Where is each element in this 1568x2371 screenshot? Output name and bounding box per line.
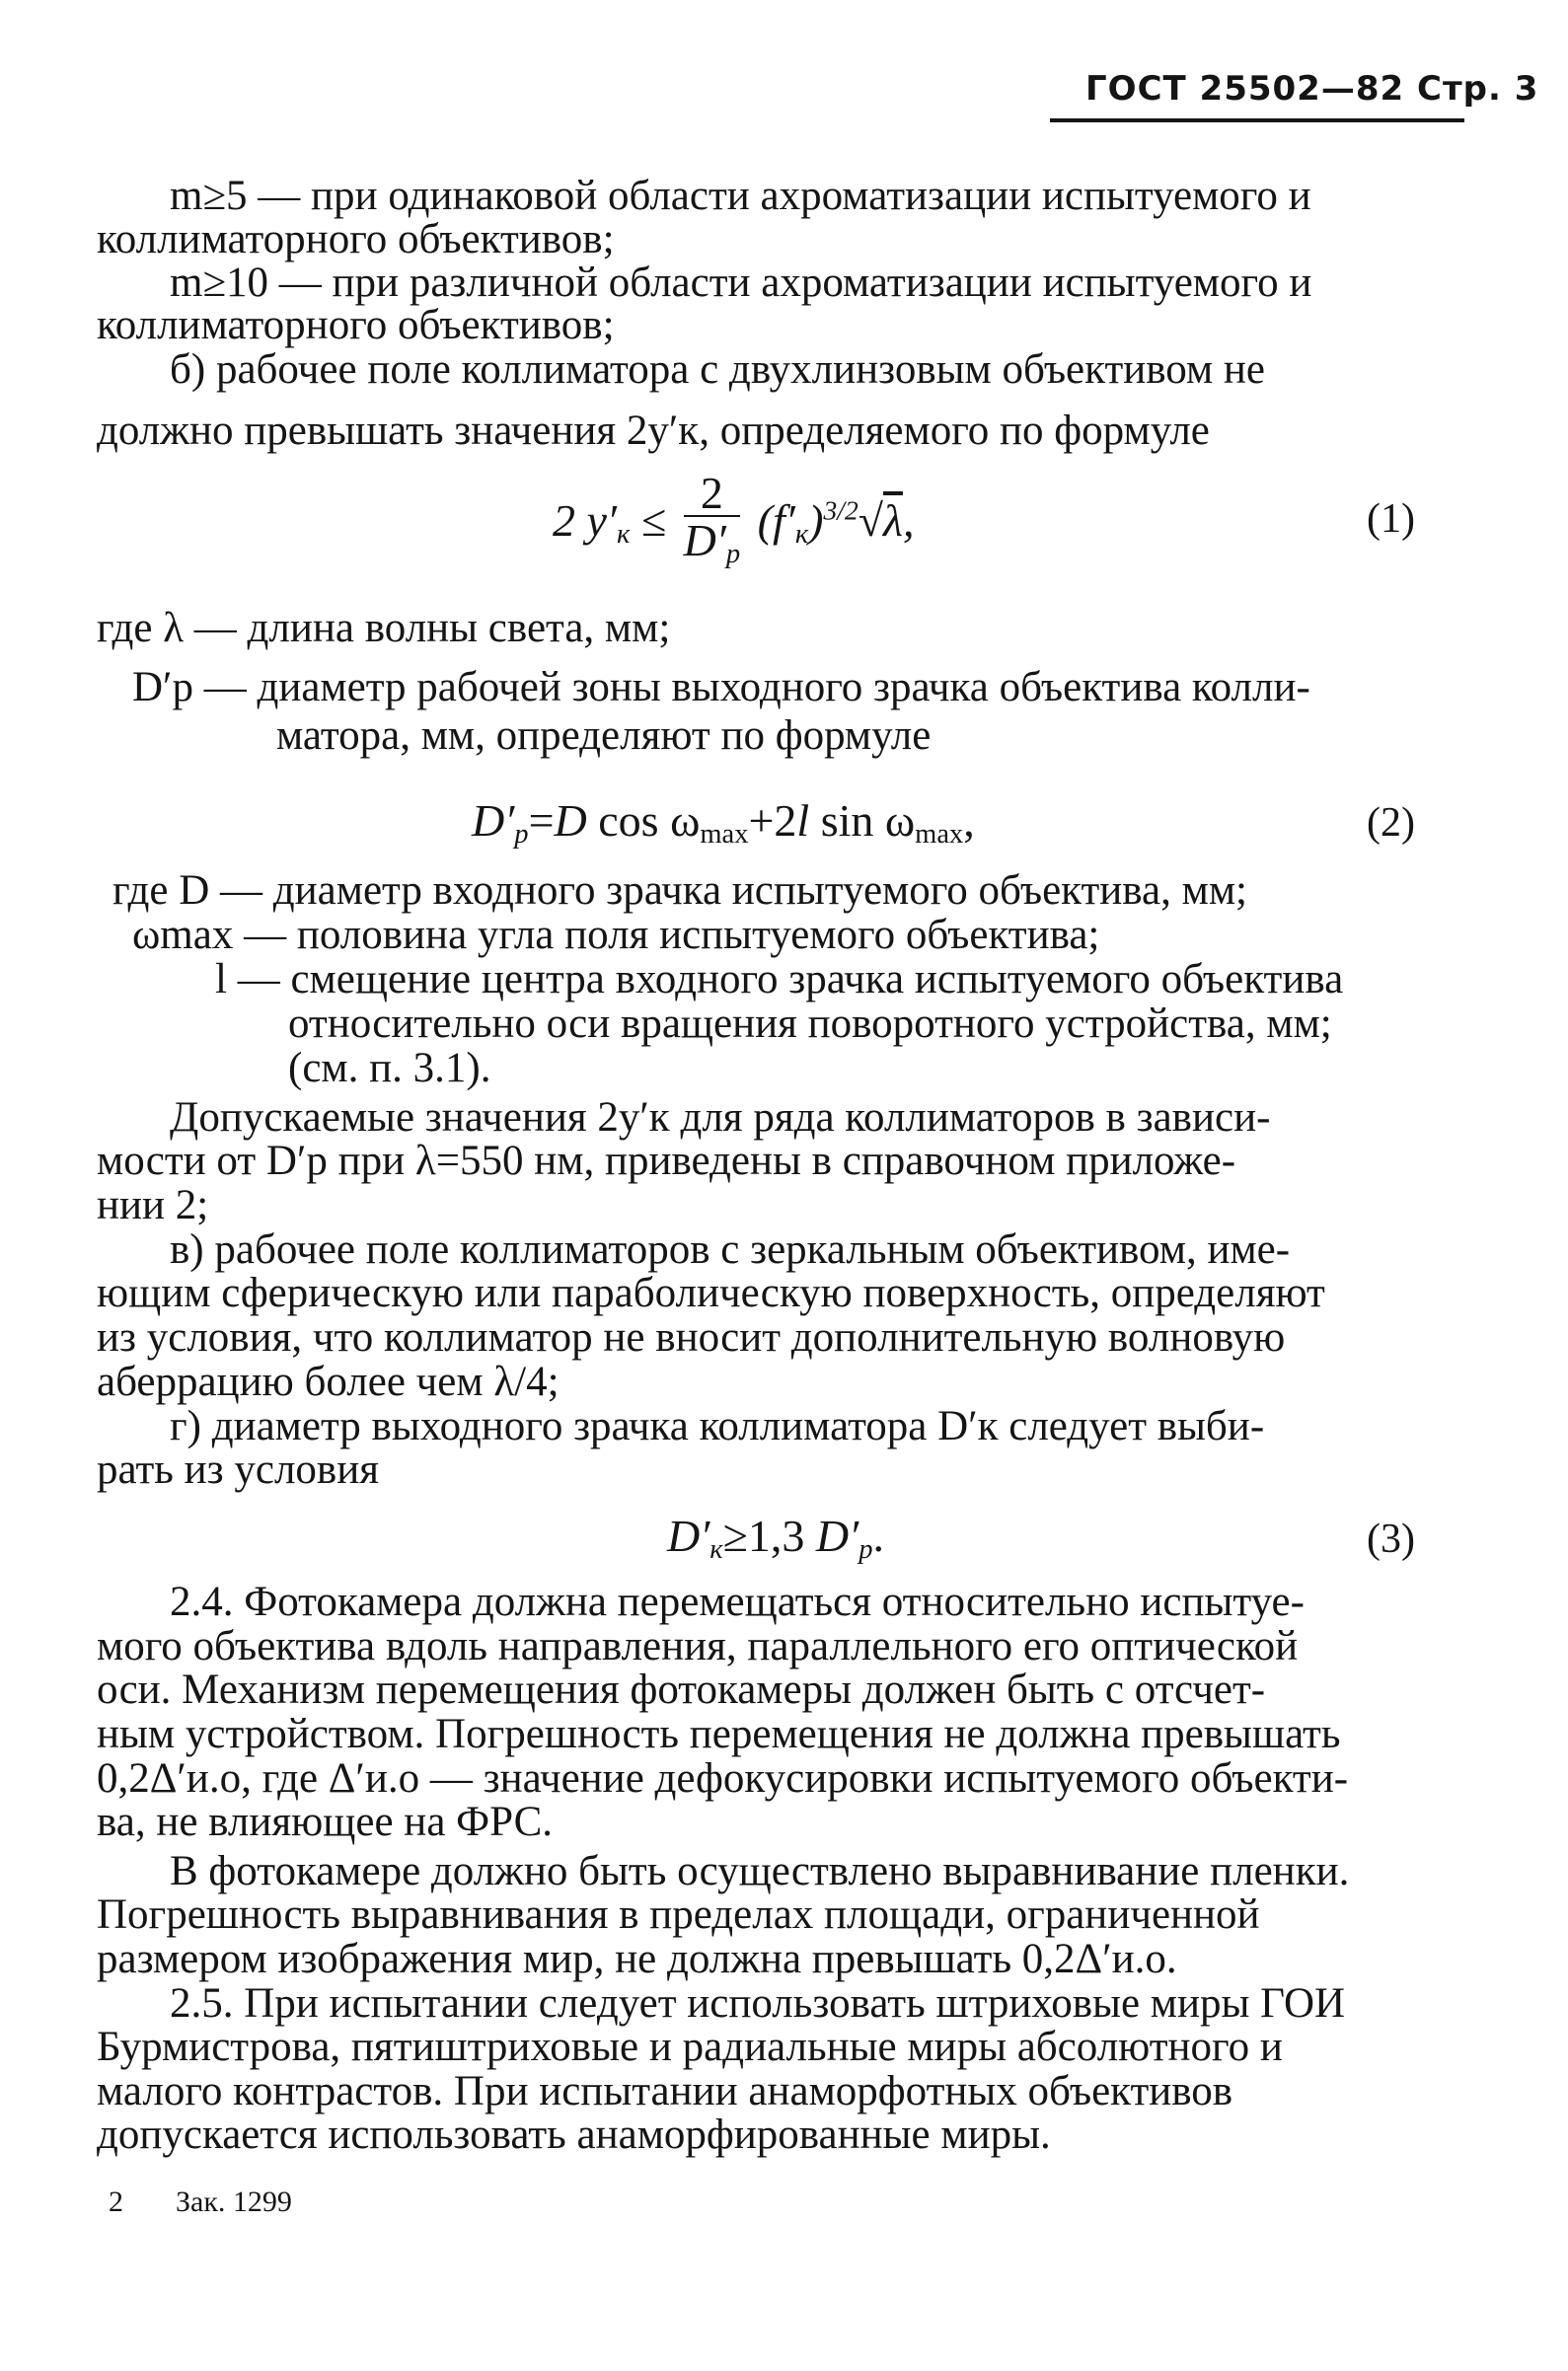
text-line: г) диаметр выходного зрачка коллиматора D′к следует выби- — [170, 1403, 1265, 1449]
text-line: В фотокамере должно быть осуществлено выравнивание пленки. — [170, 1848, 1350, 1894]
text-line: ным устройством. Погрешность перемещения не должна превышать — [97, 1711, 1341, 1757]
text-line: 2.4. Фотокамера должна перемещаться относительно испытуе- — [170, 1579, 1305, 1625]
text-line: (см. п. 3.1). — [288, 1045, 491, 1091]
equation-number: (2) — [1367, 800, 1415, 846]
text-line: ющим сферическую или параболическую поверхность, определяют — [97, 1270, 1325, 1316]
text-line: m≥5 — при одинаковой области ахроматизации испытуемого и — [170, 173, 1311, 219]
text-line: размером изображения мир, не должна превышать 0,2Δ′и.о. — [97, 1936, 1177, 1982]
formula-3: $D'_к\ge 1,3$ $D'_р$. — [667, 1511, 884, 1566]
text-line: должно превышать значения 2y′к, определяемого по формуле — [97, 408, 1210, 454]
text-line: где λ — длина волны света, мм; — [97, 605, 671, 651]
page-header: ГОСТ 25502—82 Стр. 3 — [1085, 69, 1539, 109]
equation-number: (1) — [1367, 496, 1415, 542]
text-line: ωmax — половина угла поля испытуемого объектива; — [132, 912, 1100, 958]
text-line: где D — диаметр входного зрачка испытуемого объектива, мм; — [112, 867, 1247, 914]
fraction: $\frac{2}{D'_р}$ — [683, 468, 741, 570]
text-line: 0,2Δ′и.о, где Δ′и.о — значение дефокусировки испытуемого объекти- — [97, 1755, 1349, 1802]
text-line: мости от D′р при λ=550 нм, приведены в справочном приложе- — [97, 1138, 1236, 1184]
header-rule — [1050, 118, 1464, 122]
text-line: 2.5. При испытании следует использовать штриховые миры ГОИ — [170, 1980, 1346, 2027]
text-line: Погрешность выравнивания в пределах площади, ограниченной — [97, 1891, 1260, 1938]
text-line: Допускаемые значения 2y′к для ряда коллиматоров в зависи- — [170, 1094, 1271, 1141]
text-line: мого объектива вдоль направления, параллельного его оптической — [97, 1623, 1299, 1669]
text-line: D′р — диаметр рабочей зоны выходного зрачка объектива колли- — [132, 664, 1310, 710]
text-line: матора, мм, определяют по формуле — [276, 712, 932, 759]
text-line: в) рабочее поле коллиматоров с зеркальным объективом, име- — [170, 1226, 1291, 1273]
formula-1: 2 $y'_к$ ≤ $\frac{2}{D'_р}$ $(f'_к)^{3/2}√\lambda$, — [553, 472, 914, 578]
text-line: коллиматорного объективов; — [97, 302, 615, 348]
text-line: б) рабочее поле коллиматора с двухлинзовым объективом не — [170, 346, 1266, 393]
text-line: малого контрастов. При испытании анаморфотных объективов — [97, 2068, 1233, 2114]
text-line: Бурмистрова, пятиштриховые и радиальные миры абсолютного и — [97, 2024, 1283, 2070]
equation-number: (3) — [1367, 1517, 1415, 1562]
text-line: l — смещение центра входного зрачка испытуемого объектива — [215, 956, 1344, 1002]
formula-2: $D'_р=D$ $\cos \omega_{max}+2l$ $\sin \omega_{max}$, — [472, 795, 975, 851]
text-line: аберрацию более чем λ/4; — [97, 1359, 560, 1405]
text-line: относительно оси вращения поворотного устройства, мм; — [288, 1000, 1332, 1047]
footer-page-number: 2 — [109, 2186, 123, 2218]
text-line: ва, не влияющее на ФРС. — [97, 1799, 553, 1845]
text-line: из условия, что коллиматор не вносит дополнительную волновую — [97, 1314, 1286, 1361]
text-line: коллиматорного объективов; — [97, 216, 615, 262]
text-line: рать из условия — [97, 1446, 380, 1493]
text-line: оси. Механизм перемещения фотокамеры должен быть с отсчет- — [97, 1667, 1266, 1713]
text-line: нии 2; — [97, 1182, 209, 1228]
text-line: допускается использовать анаморфированные миры. — [97, 2112, 1051, 2158]
text-line: m≥10 — при различной области ахроматизации испытуемого и — [170, 259, 1312, 306]
footer-order: Зак. 1299 — [176, 2186, 292, 2218]
